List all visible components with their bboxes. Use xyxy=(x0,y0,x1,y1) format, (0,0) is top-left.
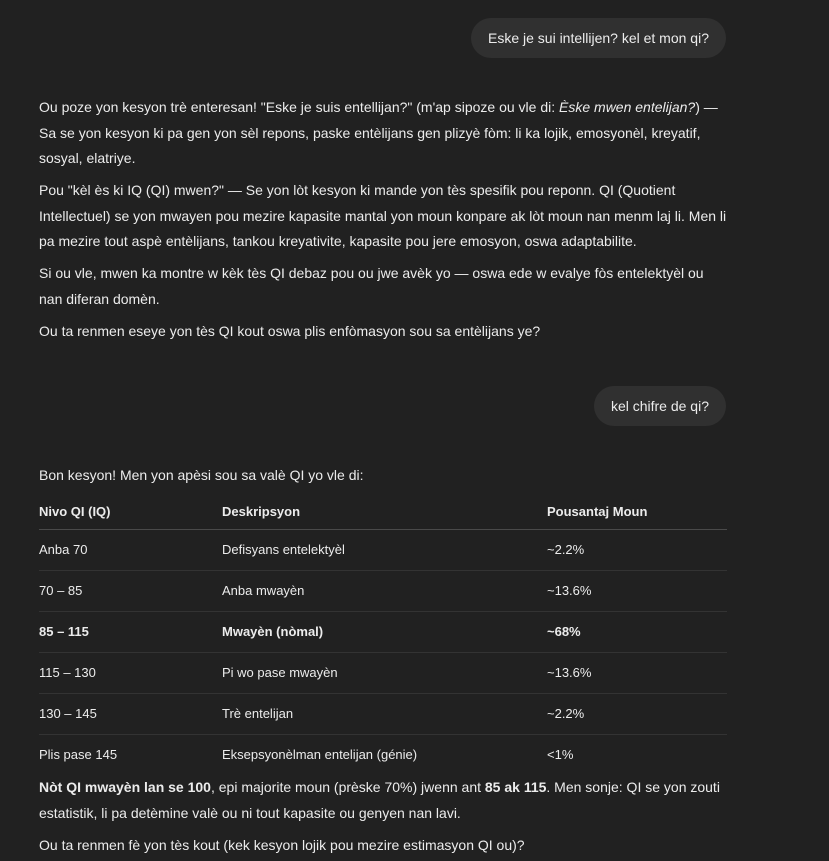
iq-description-cell: Mwayèn (nòmal) xyxy=(222,612,547,653)
reply-1-p1-emphasis: Èske mwen entelijan? xyxy=(559,99,696,115)
reply-1-p1-text-b: ) — Sa se yon kesyon ki pa gen yon sèl repons, paske entèlijans gen plizyè fòm: li ka lojik, emosyonèl, kreyatif, sosyal, elatriye. xyxy=(39,99,718,166)
table-row xyxy=(39,530,727,571)
note-text-2: . Men sonje: QI se yon zouti estatistik, li pa detèmine valè ou ni tout kapasite ou genyen nan lavi. xyxy=(39,779,720,821)
iq-percentage-cell: ~2.2% xyxy=(547,694,727,735)
note-bold-range: 85 ak 115 xyxy=(484,779,547,795)
iq-percentage-cell: ~68% xyxy=(547,612,727,653)
note-text-1: , epi majorite moun (prèske 70%) jwenn ant xyxy=(210,779,485,795)
iq-percentage-cell: ~2.2% xyxy=(547,530,727,571)
iq-description-cell: Eksepsyonèlman entelijan (génie) xyxy=(222,747,418,763)
iq-level-cell: 85 – 115 xyxy=(39,612,222,653)
reply-2-note xyxy=(39,775,729,826)
iq-table xyxy=(39,495,727,775)
iq-level-cell: Plis pase 145 xyxy=(39,747,118,763)
iq-description-cell: Pi wo pase mwayèn xyxy=(222,653,547,694)
iq-level-cell: 115 – 130 xyxy=(39,653,222,694)
reply-1-paragraph-1 xyxy=(39,95,729,172)
reply-1-paragraph-3: Si ou vle, mwen ka montre w kèk tès QI debaz pou ou jwe avèk yo — oswa ede w evalye fòs entelektyèl ou nan diferan domèn. xyxy=(39,265,704,307)
iq-description-cell: Anba mwayèn xyxy=(222,571,547,612)
iq-level-cell: Anba 70 xyxy=(39,530,222,571)
reply-2-intro: Bon kesyon! Men yon apèsi sou sa valè QI yo vle di: xyxy=(39,467,364,483)
iq-percentage-cell: <1% xyxy=(547,747,574,763)
iq-description-cell: Defisyans entelektyèl xyxy=(222,530,547,571)
reply-2-closing: Ou ta renmen fè yon tès kout (kek kesyon lojik pou mezire estimasyon QI ou)? xyxy=(39,836,525,853)
table-row xyxy=(39,612,727,653)
iq-level-cell: 130 – 145 xyxy=(39,694,222,735)
table-row xyxy=(39,694,727,735)
iq-table-header-level: Nivo QI (IQ) xyxy=(39,495,222,530)
iq-level-cell: 70 – 85 xyxy=(39,571,222,612)
note-bold-average: Nòt QI mwayèn lan se 100 xyxy=(39,779,211,795)
iq-table-header-percentage: Pousantaj Moun xyxy=(547,495,727,530)
user-message-1: Eske je sui intellijen? kel et mon qi? xyxy=(471,18,726,58)
table-row xyxy=(39,571,727,612)
iq-table-header-row xyxy=(39,495,727,530)
iq-description-cell: Trè entelijan xyxy=(222,694,547,735)
reply-1-paragraph-2: Pou "kèl ès ki IQ (QI) mwen?" — Se yon lòt kesyon ki mande yon tès spesifik pou reponn. QI (Quotient Intellectuel) se yon mwayen pou mezire kapasite mantal yon moun konpare ak lòt moun nan menm laj li. Men li pa mezire tout aspè entèlijans, tankou kreyativite, kapasite pou jere emosyon, oswa adaptabilite. xyxy=(39,182,727,249)
reply-1-paragraph-4: Ou ta renmen eseye yon tès QI kout oswa plis enfòmasyon sou sa entèlijans ye? xyxy=(39,322,541,339)
table-row xyxy=(39,653,727,694)
iq-percentage-cell: ~13.6% xyxy=(547,571,727,612)
assistant-message-1 xyxy=(39,95,729,351)
table-row xyxy=(39,735,727,776)
iq-table-header-description: Deskripsyon xyxy=(222,495,547,530)
reply-1-p1-text-a: Ou poze yon kesyon trè enteresan! "Eske je suis entellijan?" (m'ap sipoze ou vle di: xyxy=(39,99,560,115)
assistant-message-2 xyxy=(39,463,729,861)
user-message-2: kel chifre de qi? xyxy=(594,386,726,426)
iq-percentage-cell: ~13.6% xyxy=(547,653,727,694)
